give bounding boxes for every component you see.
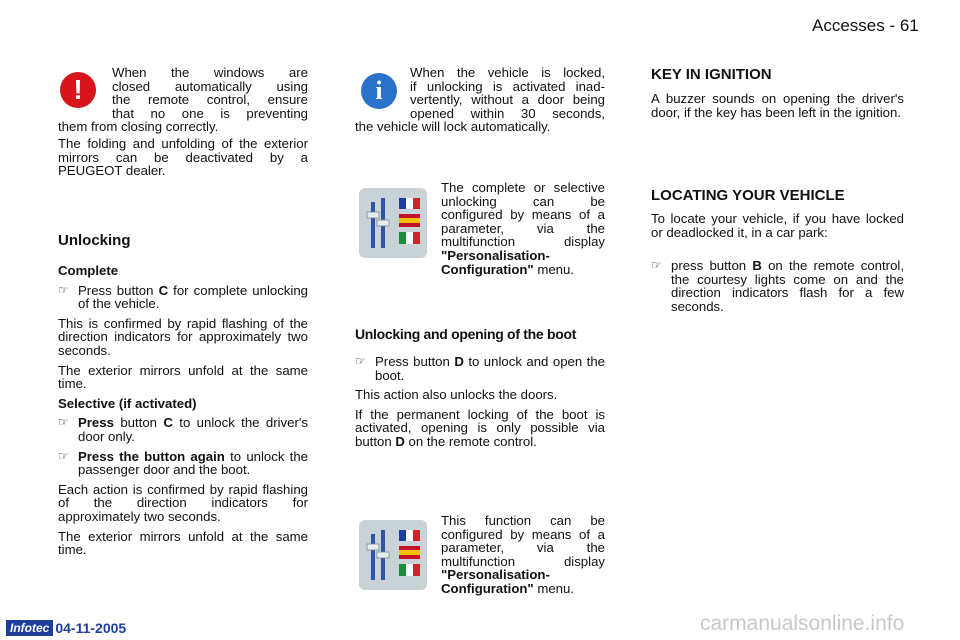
config-note-1-tail: menu.: [533, 261, 575, 277]
selective-b2-post: to unlock the passenger door and the boot.: [78, 448, 308, 478]
info-line-3: vertently, without a door being: [410, 92, 605, 108]
mirrors-note: The folding and unfolding of the exterior mirrors can be deactivated by a PEUGEOT dealer.: [58, 136, 308, 179]
config-note-1-text: The complete or selective unlocking can be configured by means of a parameter, via the multifunction display: [441, 180, 605, 250]
warning-line-3: the remote control, ensure: [112, 92, 308, 108]
selective-heading: Selective (if activated): [58, 395, 197, 411]
boot-bullet-post: to unlock and open the boot.: [375, 354, 605, 383]
pointing-hand-icon: ☞: [58, 415, 69, 430]
unlocking-heading: Unlocking: [58, 232, 131, 249]
info-line-1: When the vehicle is locked,: [410, 65, 605, 80]
complete-bullet-text: Press button: [78, 282, 159, 298]
locating-text: To locate your vehicle, if you have locked or deadlocked it, in a car park:: [651, 211, 904, 240]
info-icon: i: [361, 73, 397, 109]
info-line-4: opened within 30 seconds,: [410, 105, 605, 121]
selective-b1-pre: button: [113, 415, 164, 431]
config-note-2: [441, 514, 605, 596]
config-note-2-tail: menu.: [533, 580, 575, 596]
selective-b1-post: to unlock the driver's door only.: [78, 415, 308, 444]
selective-bullet-1: [58, 416, 308, 443]
config-note-2-menu: "Personalisation-Configuration": [441, 567, 550, 596]
warning-line-4: that no one is preventing: [112, 105, 308, 121]
config-note-1-menu: "Personalisation-Configuration": [441, 247, 550, 277]
pointing-hand-icon: ☞: [58, 282, 69, 297]
complete-heading: Complete: [58, 263, 119, 278]
locating-bullet: [651, 259, 904, 313]
button-d-label: D: [454, 354, 464, 369]
config-note-2-text: This function can be configured by means of a parameter, via the multifunction display: [441, 513, 605, 569]
selective-b1-bold: Press: [78, 415, 114, 431]
info-note: [410, 66, 605, 120]
locating-heading: LOCATING YOUR VEHICLE: [651, 187, 845, 204]
footer-date: 04-11-2005: [55, 620, 127, 636]
footer: [6, 620, 126, 636]
locating-bullet-pre: press button: [671, 258, 753, 273]
button-c-label: C: [163, 415, 173, 431]
key-in-ignition-text: A buzzer sounds on opening the driver's door, if the key has been left in the ignition.: [651, 91, 904, 120]
pointing-hand-icon: ☞: [651, 258, 662, 272]
warning-line-2: closed automatically using: [112, 78, 308, 94]
pointing-hand-icon: ☞: [58, 448, 69, 463]
selective-confirm: Each action is confirmed by rapid flashing of the direction indicators for approximately two seconds.: [58, 481, 308, 524]
boot-heading: Unlocking and opening of the boot: [355, 326, 577, 342]
complete-bullet: [58, 284, 308, 311]
boot-bullet: [355, 355, 605, 382]
info-line-2: if unlocking is activated inad-: [410, 78, 605, 94]
page-header: Accesses - 61: [812, 16, 919, 35]
boot-permanent-pre: If the permanent locking of the boot is activated, opening is only possible via button: [355, 406, 605, 449]
watermark: carmanualsonline.info: [700, 612, 905, 635]
settings-sliders-icon: [359, 520, 427, 590]
complete-bullet-text-2: for complete unlocking of the vehicle.: [78, 282, 308, 312]
boot-permanent-post: on the remote control.: [404, 433, 537, 449]
pointing-hand-icon: ☞: [355, 354, 366, 368]
button-b-label: B: [752, 258, 762, 273]
warning-line-1: When the windows are: [112, 65, 308, 80]
config-note-1: [441, 181, 605, 276]
col2-body: [355, 355, 605, 449]
boot-bullet-pre: Press button: [375, 354, 455, 369]
settings-sliders-icon: [359, 188, 427, 258]
warning-note: [112, 66, 308, 120]
selective-bullet-2: [58, 450, 308, 477]
button-d-label: D: [395, 433, 405, 449]
complete-mirrors: The exterior mirrors unfold at the same time.: [58, 362, 308, 392]
boot-permanent-note: [355, 408, 605, 449]
selective-b2-bold: Press the button again: [78, 448, 225, 464]
complete-confirm: This is confirmed by rapid flashing of the direction indicators for approximately two seconds.: [58, 315, 308, 358]
info-tail: the vehicle will lock automatically.: [355, 119, 551, 134]
button-c-label: C: [158, 282, 169, 298]
col1-body: [58, 264, 308, 557]
selective-mirrors: The exterior mirrors unfold at the same time.: [58, 528, 308, 558]
infotec-logo: Infotec: [6, 620, 53, 636]
boot-doors-note: This action also unlocks the doors.: [355, 387, 558, 403]
key-in-ignition-heading: KEY IN IGNITION: [651, 66, 772, 83]
locating-bullet-post: on the remote control, the courtesy lights come on and the direction indicators flash for a few seconds.: [671, 258, 904, 314]
exclamation-icon: !: [60, 72, 96, 108]
warning-tail: them from closing correctly.: [58, 119, 219, 134]
